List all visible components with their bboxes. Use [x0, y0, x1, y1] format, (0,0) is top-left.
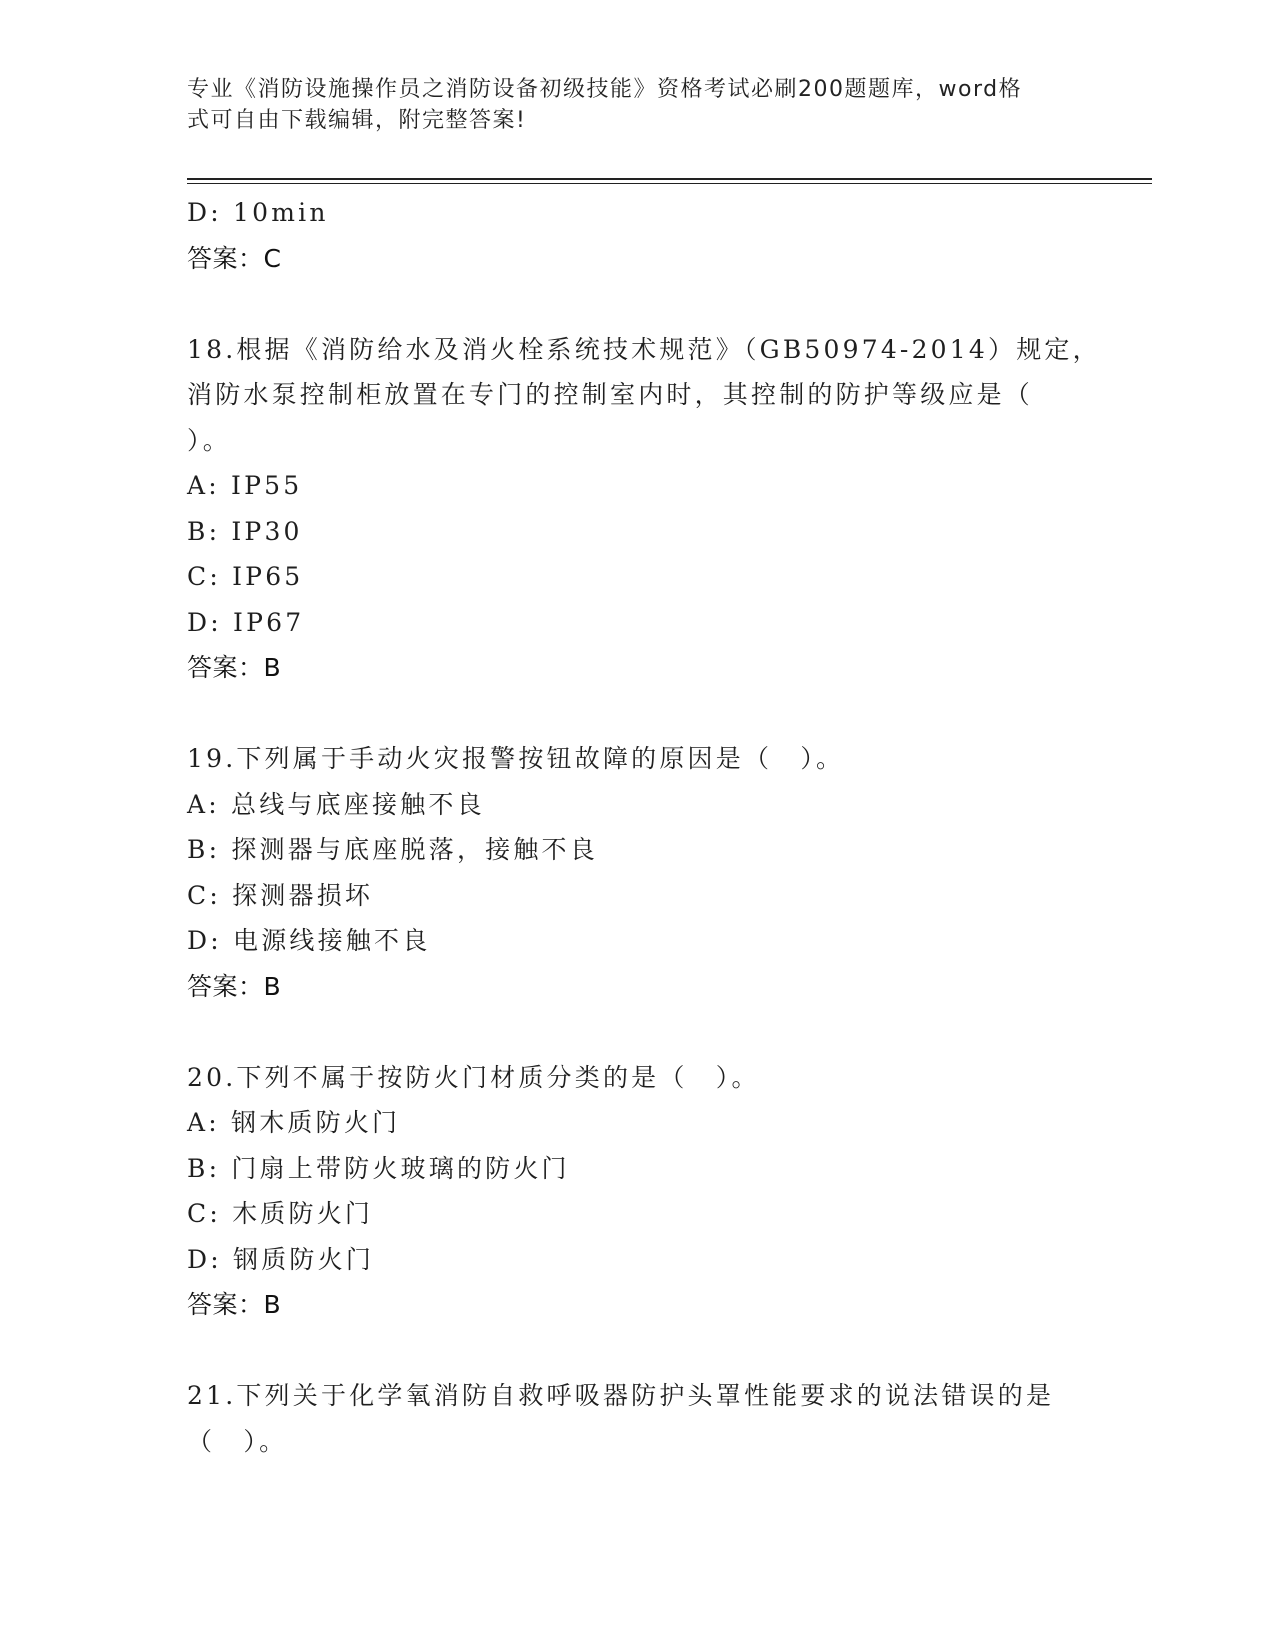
- question-list: [187, 190, 1101, 1464]
- answer: 答案：B: [187, 971, 282, 1001]
- answer: 答案：B: [187, 1290, 282, 1319]
- question-text: （ ）。: [187, 1426, 288, 1456]
- question-text: 21.下列关于化学氧消防自救呼吸器防护头罩性能要求的说法错误的是: [187, 1381, 1055, 1410]
- option-d: D: 钢质防火门: [187, 1244, 375, 1274]
- document-header: [187, 74, 1067, 136]
- option-d: D: IP67: [187, 607, 305, 637]
- question-text: ）。: [187, 425, 231, 455]
- header-line-2: 式可自由下载编辑，附完整答案!: [187, 108, 527, 133]
- question-21: [187, 1373, 1087, 1464]
- header-divider-thick: [187, 178, 1152, 180]
- option-a: A: IP55: [187, 471, 303, 500]
- answer: 答案：C: [187, 243, 282, 273]
- option-b: B: 门扇上带防火玻璃的防火门: [187, 1153, 570, 1183]
- question-18: [187, 327, 1101, 691]
- question-text: 消防水泵控制柜放置在专门的控制室内时，其控制的防护等级应是（: [187, 380, 1034, 409]
- option-a: A: 总线与底座接触不良: [187, 789, 485, 819]
- header-divider-thin: [187, 183, 1152, 184]
- question-text: 18.根据《消防给水及消火栓系统技术规范》（GB50974-2014）规定，: [187, 334, 1101, 364]
- spacer: [187, 1009, 1087, 1055]
- spacer: [187, 281, 1087, 327]
- question-17-tail: [187, 190, 1087, 281]
- option-b: B: IP30: [187, 516, 303, 546]
- question-text: 19.下列属于手动火灾报警按钮故障的原因是（ ）。: [187, 744, 845, 773]
- question-20: [187, 1055, 1087, 1328]
- option-d: D: 10min: [187, 198, 329, 227]
- spacer: [187, 691, 1087, 737]
- answer: 答案：B: [187, 653, 282, 682]
- option-c: C: IP65: [187, 562, 304, 591]
- option-b: B: 探测器与底座脱落，接触不良: [187, 835, 598, 864]
- spacer: [187, 1328, 1087, 1374]
- option-d: D: 电源线接触不良: [187, 926, 431, 955]
- option-c: C: 木质防火门: [187, 1199, 374, 1228]
- option-a: A: 钢木质防火门: [187, 1108, 401, 1137]
- question-text: 20.下列不属于按防火门材质分类的是（ ）。: [187, 1062, 760, 1092]
- option-c: C: 探测器损坏: [187, 880, 374, 910]
- header-line-1: 专业《消防设施操作员之消防设备初级技能》资格考试必刷200题题库，word格: [187, 77, 1023, 102]
- question-19: [187, 736, 1087, 1009]
